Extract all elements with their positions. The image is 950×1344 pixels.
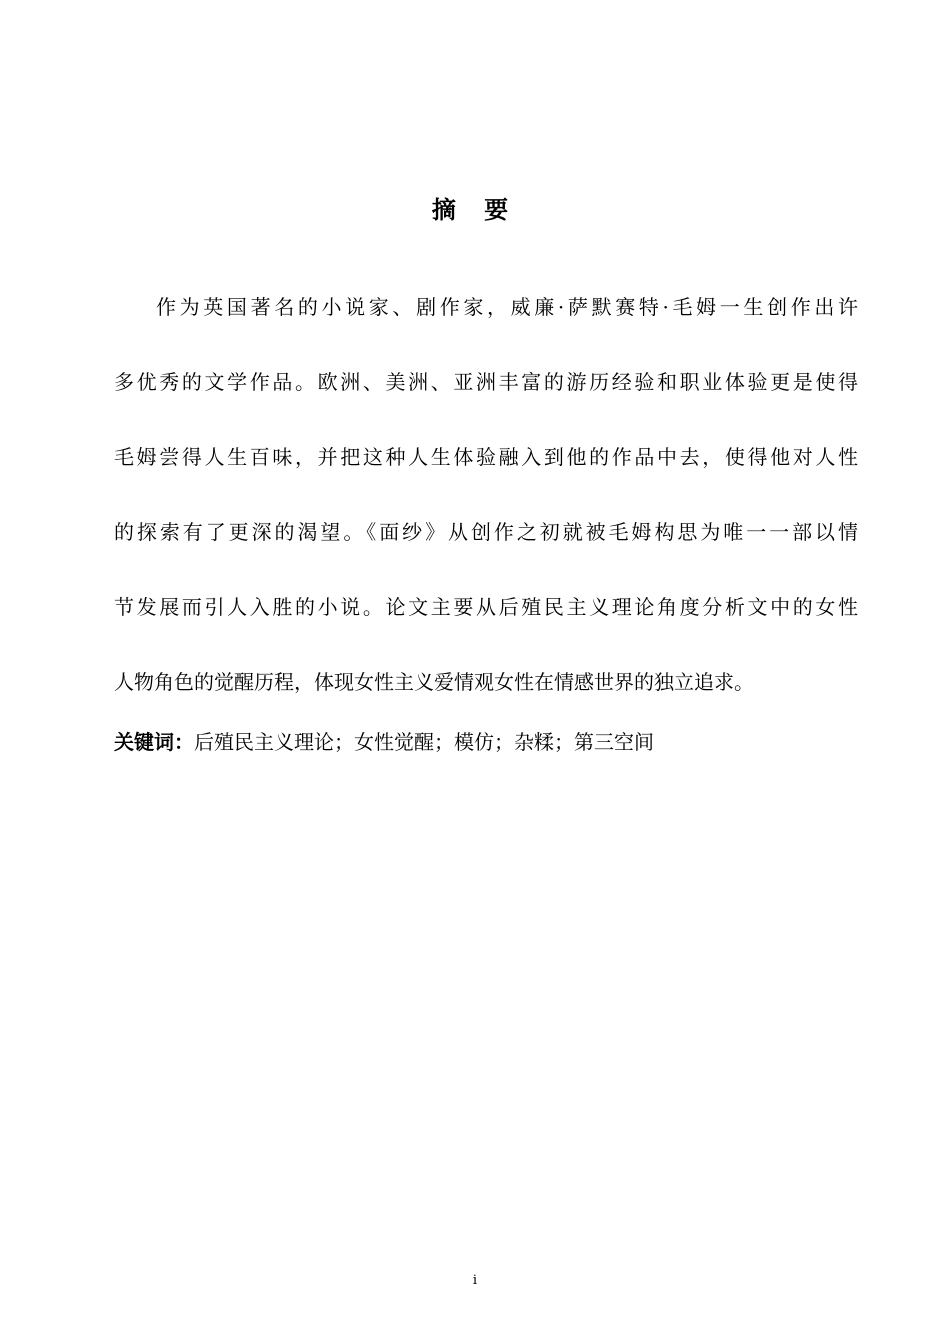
keywords-text: 后殖民主义理论；女性觉醒；模仿；杂糅；第三空间 — [194, 730, 654, 754]
abstract-line: 毛姆尝得人生百味，并把这种人生体验融入到他的作品中去，使得他对人性 — [114, 445, 858, 469]
abstract-line: 节发展而引人入胜的小说。论文主要从后殖民主义理论角度分析文中的女性 — [114, 595, 858, 619]
keywords-label: 关键词： — [114, 730, 194, 754]
page-number: i — [472, 1273, 478, 1288]
abstract-line: 作为英国著名的小说家、剧作家，威廉·萨默赛特·毛姆一生创作出许 — [156, 295, 858, 319]
abstract-line: 多优秀的文学作品。欧洲、美洲、亚洲丰富的游历经验和职业体验更是使得 — [114, 370, 858, 394]
abstract-line: 人物角色的觉醒历程，体现女性主义爱情观女性在情感世界的独立追求。 — [114, 670, 754, 694]
abstract-line: 的探索有了更深的渴望。《面纱》从创作之初就被毛姆构思为唯一一部以情 — [114, 520, 858, 544]
keywords-line — [114, 722, 858, 762]
abstract-title: 摘 要 — [431, 196, 519, 224]
